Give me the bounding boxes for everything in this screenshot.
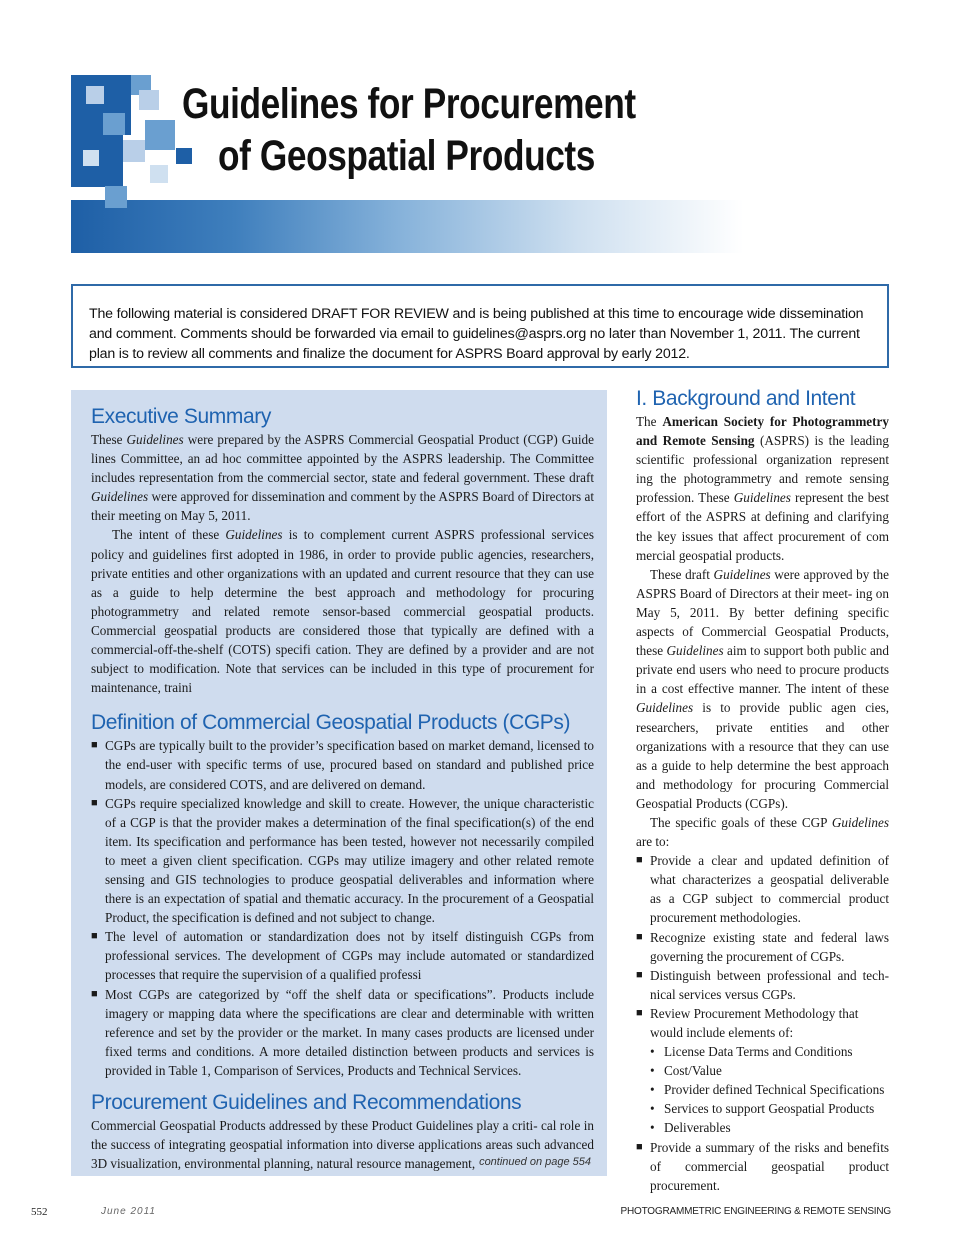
draft-notice	[71, 284, 889, 368]
bullet-dot-icon: •	[650, 1044, 655, 1060]
draft-notice-text: The following material is considered DRAFT FOR REVIEW and is being published at this time to encourage wide dissemination and comment. Comments should be forwarded via email to guidelines@asprs.org no later than November 1, 2011. The current plan is to review all comments and finalize the document for ASPRS Board approval by early 2012.	[89, 306, 864, 362]
page-number: 552	[31, 1206, 48, 1218]
list-item: ■ Provide a clear and updated definition of what characterizes a geospatial deliverable as a CGP subject to commercial product procurement methodologies.	[636, 853, 889, 926]
list-item: ■ CGPs require specialized knowledge and skill to create. However, the unique characteristic of a CGP is that the provider makes a determination of the final specification(s) of the end item. Its specification and performance has been tested, however not necessarily compiled to meet a given client specification. CGPs may utilize imagery and other related remote sensing and GIS technologies to produce geospatial deliverables and information where there is an expectation of spatial and thematic accuracy. In the procurement of a Geospatial Product, the specification is defined and not subject to change.	[91, 795, 594, 926]
square-light	[139, 90, 159, 110]
square-dark	[176, 148, 192, 164]
list-item: ■ Review Procurement Methodology that would include elements of:	[636, 1005, 859, 1040]
exec-summary-paragraph-1: These Guidelines were prepared by the ASPRS Commercial Geospatial Product (CGP) Guide lines Committee, an ad hoc committee appointed by the ASPRS leadership. The Committee includes representation from the commercial sector, state and federal government. These draft Guidelines were approved for dissemination and comment by the ASPRS Board of Directors at their meeting on May 5, 2011.	[91, 432, 594, 524]
square-mid	[145, 120, 175, 150]
bullet-dot-icon: •	[650, 1082, 655, 1098]
page-footer	[31, 1206, 891, 1222]
left-column	[91, 404, 594, 1173]
goals-list	[636, 851, 889, 1195]
bullet-square-icon: ■	[636, 1140, 643, 1153]
bullet-square-icon: ■	[636, 930, 643, 943]
continued-note: continued on page 554	[479, 1156, 591, 1168]
sub-list-item: • Provider defined Technical Specifications	[636, 1080, 889, 1099]
title-line-2: of Geospatial Products	[218, 132, 595, 180]
bullet-square-icon: ■	[636, 854, 643, 867]
bullet-square-icon: ■	[91, 930, 98, 943]
section-heading-executive-summary: Executive Summary	[91, 405, 271, 428]
square-mid	[103, 113, 125, 135]
section-heading-definition: Definition of Commercial Geospatial Products (CGPs)	[91, 711, 571, 735]
bullet-square-icon: ■	[636, 1006, 643, 1019]
square-light	[123, 140, 145, 162]
title-line-1: Guidelines for Procurement	[182, 80, 636, 128]
bullet-dot-icon: •	[650, 1120, 655, 1136]
right-column	[636, 386, 889, 1195]
list-item: ■ Provide a summary of the risks and benefits of commercial geospatial product procurement.	[636, 1139, 889, 1193]
list-item: ■ Most CGPs are categorized by “off the shelf data or specifications”. Products include imagery or mapping data where the specifications are clear and determinable with written reference and set by the provider or the market. In many cases products are licensed under fixed terms and conditions. A more detailed distinction between products and services is provided in Table 1, Comparison of Services, Products and Technical Services.	[91, 986, 594, 1078]
bullet-square-icon: ■	[91, 739, 98, 752]
background-paragraph-3: The specific goals of these CGP Guidelines are to:	[636, 814, 889, 850]
sub-list-item: • Services to support Geospatial Products	[636, 1099, 889, 1118]
exec-summary-paragraph-2: The intent of these Guidelines is to complement current ASPRS professional services policy and guidelines first adopted in 1986, in order to provide public agencies, researchers, private entities and other organizations with an updated and current resource that they can use as a guide to help determine the best approach and methodology for procuring photogrammetry and related remote sensor-based commercial geospatial products. Commercial geospatial products are considered those that typically are defined with a commercial-off-the-shelf (COTS) specifi cation. They are defined by a provider and are not subject to modification. Note that services can be included in this type of procurement for maintenance, traini	[91, 527, 594, 696]
issue-date: June 2011	[101, 1206, 156, 1217]
bullet-square-icon: ■	[636, 968, 643, 981]
bullet-dot-icon: •	[650, 1101, 655, 1117]
bullet-square-icon: ■	[91, 796, 98, 809]
list-item: ■ Distinguish between professional and tech- nical services versus CGPs.	[636, 967, 889, 1002]
list-item: ■ Recognize existing state and federal laws governing the procurement of CGPs.	[636, 929, 889, 964]
section-heading-procurement: Procurement Guidelines and Recommendations	[91, 1091, 522, 1114]
square-light	[150, 165, 168, 183]
sub-list-item: • Deliverables	[636, 1118, 889, 1137]
sub-list-item: • License Data Terms and Conditions	[636, 1042, 889, 1061]
background-paragraph-1: The American Society for Photogrammetry and Remote Sensing (ASPRS) is the leading scientific professional organization represent ing the photogrammetry and remote sensing profession. These Guidelines represent the best effort of the ASPRS at defining and clarifying the key issues that affect procurement of com mercial geospatial products.	[636, 414, 889, 563]
list-item: ■ The level of automation or standardization does not by itself distinguish CGPs from professional services. The development of CGPs may include automated or standardized processes that require the supervision of a qualified professi	[91, 929, 594, 983]
section-heading-background: I. Background and Intent	[636, 387, 856, 410]
definition-list	[91, 736, 594, 1080]
background-paragraph-2: These draft Guidelines were approved by the ASPRS Board of Directors at their meet- ing on May 5, 2011. By better defining specific aspects of Commercial Geospatial Products, these Guidelines aim to support both public and private end users who need to procure products in a cost effective manner. The intent of these Guidelines is to provide public agen cies, researchers, private entities and other organizations with a resource that they can use as a guide to help determine the best approach and methodology for procuring Commercial Geospatial Products (CGPs).	[636, 566, 889, 811]
sub-list-item: • Cost/Value	[636, 1061, 889, 1080]
journal-name: PHOTOGRAMMETRIC ENGINEERING & REMOTE SENSING	[620, 1206, 891, 1217]
square-mid	[105, 186, 127, 208]
square-light	[86, 86, 104, 104]
list-item: ■ CGPs are typically built to the provider’s specification based on market demand, licensed to the end-user with specific terms of use, procured based on standard and published price models, are considered COTS, and are delivered on demand.	[91, 738, 594, 792]
square-light	[83, 150, 99, 166]
bullet-square-icon: ■	[91, 987, 98, 1000]
bullet-dot-icon: •	[650, 1063, 655, 1079]
procurement-paragraph: Commercial Geospatial Products addressed by these Product Guidelines play a criti- cal role in the success of integrating geospatial information into diverse applications areas such advanced 3D visualization, environmental planning, natural resource management,	[91, 1118, 594, 1172]
